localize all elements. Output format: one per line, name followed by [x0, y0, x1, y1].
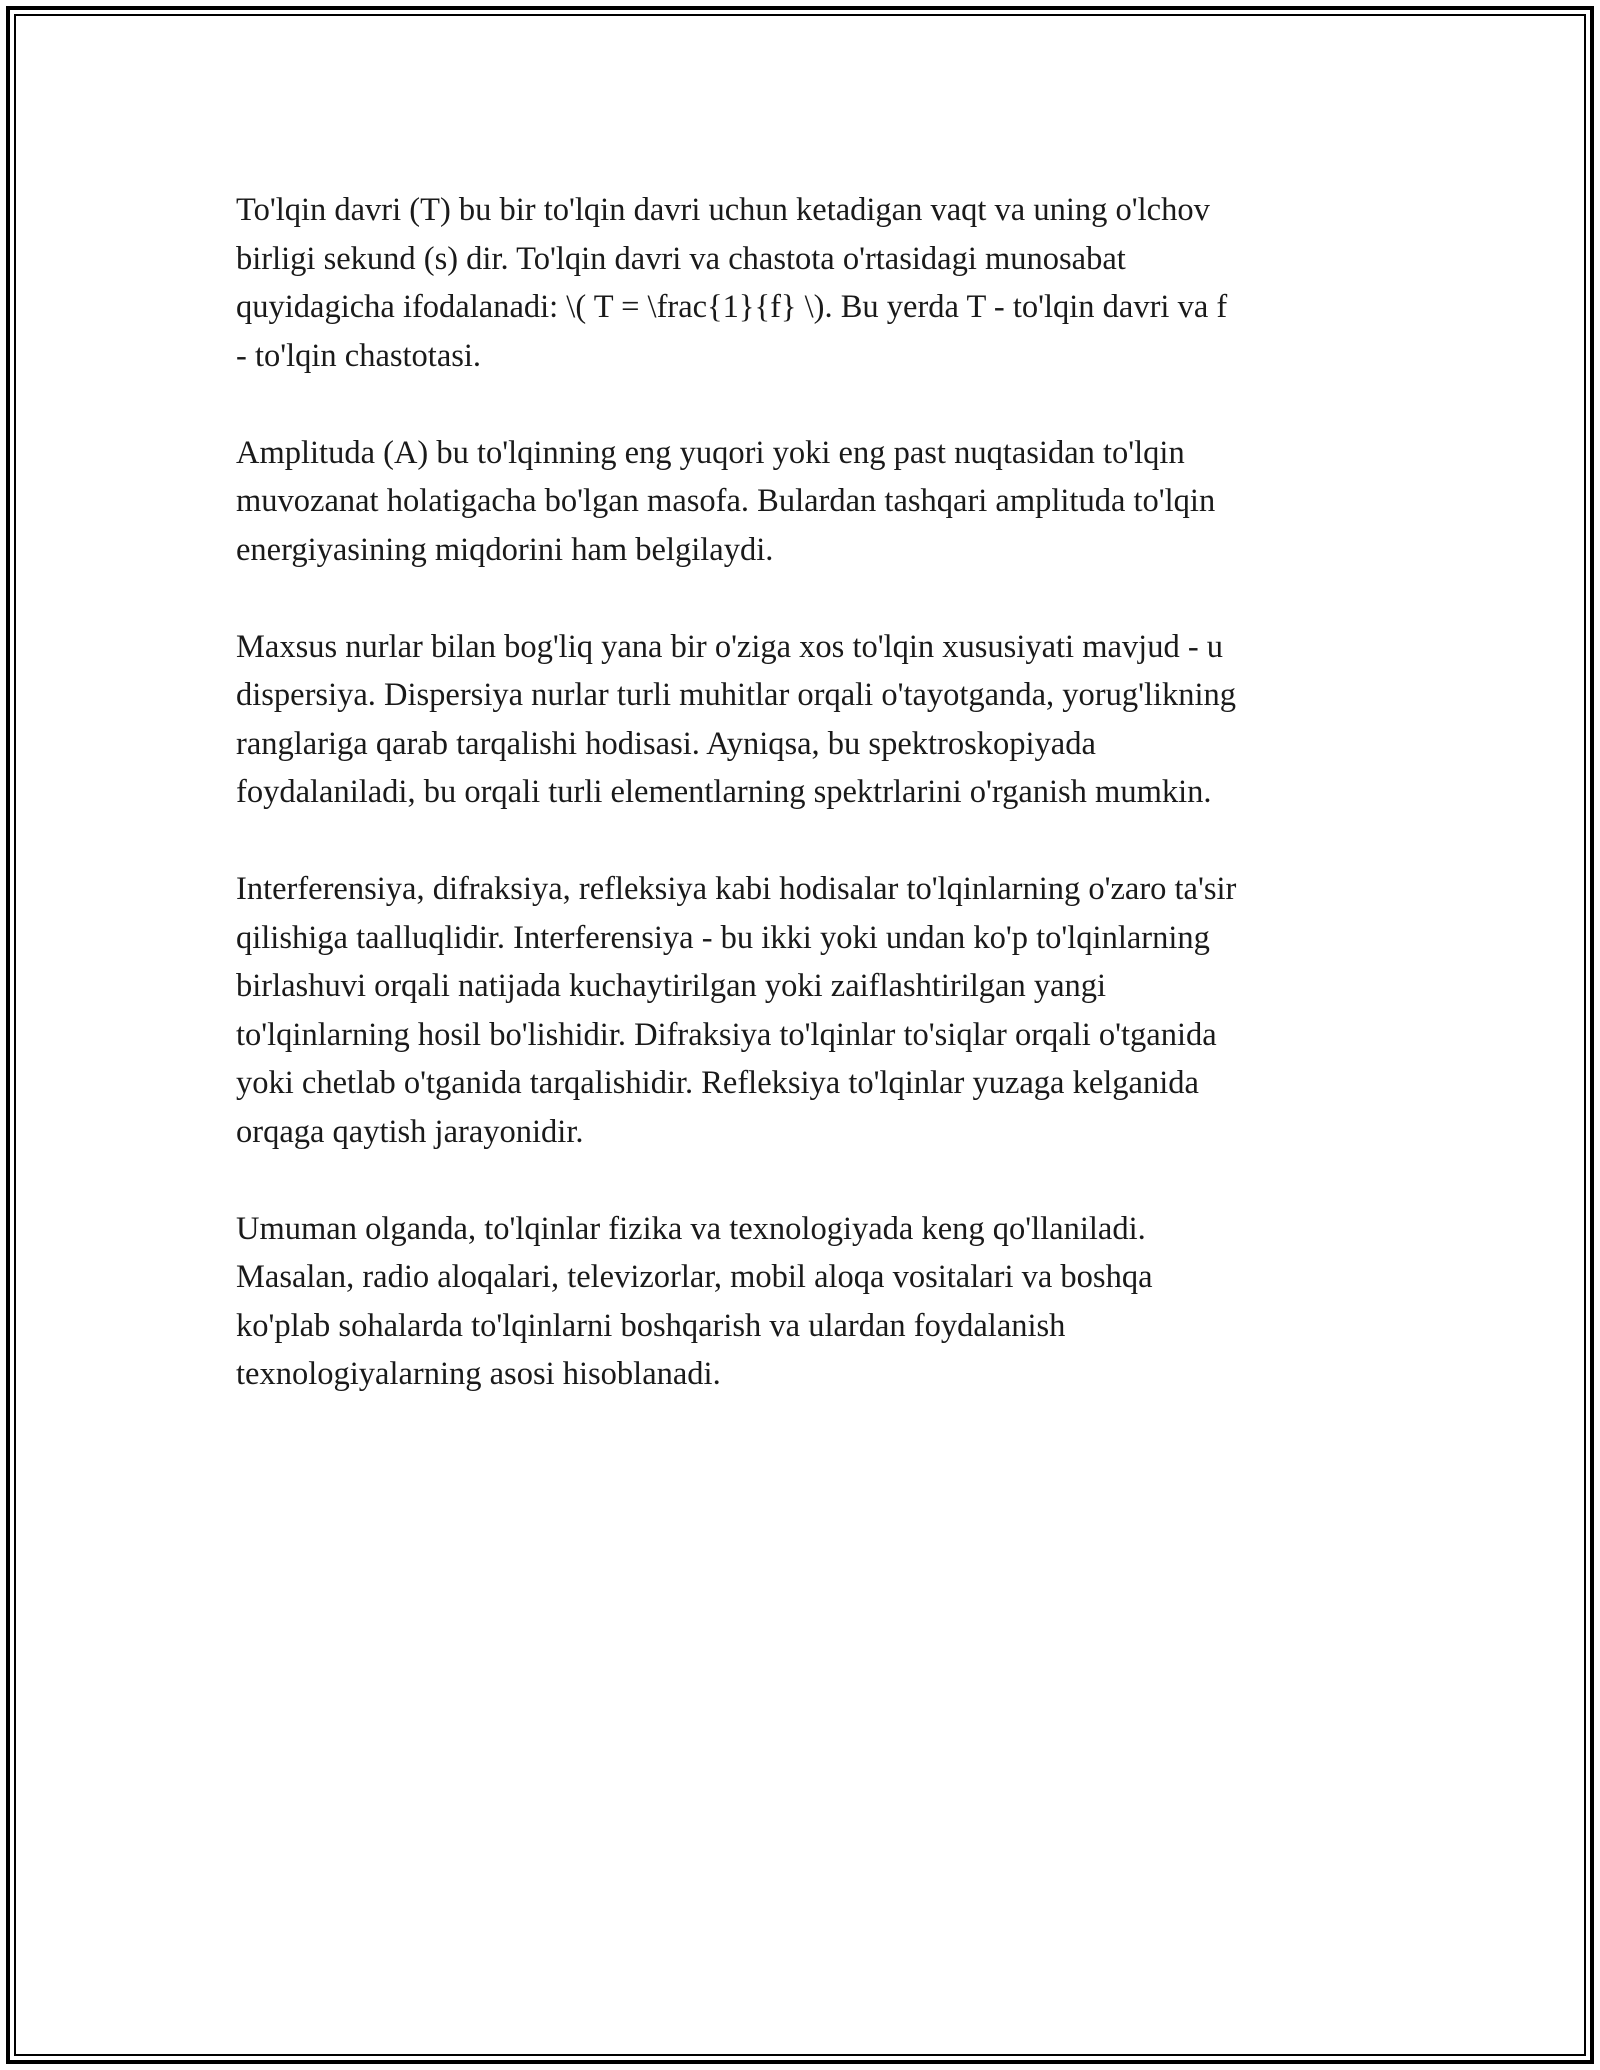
paragraph-interference: Interferensiya, difraksiya, refleksiya kabi hodisalar to'lqinlarning o'zaro ta'sir qilishiga taalluqlidir. Interferensiya - bu ikki yoki undan ko'p to'lqinlarning birlashuvi orqali natijada kuchaytirilgan yoki zaiflashtirilgan yangi to'lqinlarning hosil bo'lishidir. Difraksiya to'lqinlar to'siqlar orqali o'tganida yoki chetlab o'tganida tarqalishidir. Refleksiya to'lqinlar yuzaga kelganida orqaga qaytish jarayonidir.	[236, 871, 1237, 1150]
paragraph-dispersion: Maxsus nurlar bilan bog'liq yana bir o'ziga xos to'lqin xususiyati mavjud - u dispersiya. Dispersiya nurlar turli muhitlar orqali o'tayotganda, yorug'likning ranglariga qarab tarqalishi hodisasi. Ayniqsa, bu spektroskopiyada foydalaniladi, bu orqali turli elementlarning spektrlarini o'rganish mumkin.	[236, 628, 1237, 810]
paragraph-amplitude: Amplituda (A) bu to'lqinning eng yuqori yoki eng past nuqtasidan to'lqin muvozanat holatigacha bo'lgan masofa. Bulardan tashqari amplituda to'lqin energiyasining miqdorini ham belgilaydi.	[236, 434, 1216, 568]
paragraph-applications: Umuman olganda, to'lqinlar fizika va texnologiyada keng qo'llaniladi. Masalan, radio aloqalari, televizorlar, mobil aloqa vositalari va boshqa ko'plab sohalarda to'lqinlarni boshqarish va ulardan foydalanish texnologiyalarning asosi hisoblanadi.	[236, 1210, 1153, 1392]
document-body	[236, 186, 1376, 1447]
paragraph-wave-period: To'lqin davri (T) bu bir to'lqin davri uchun ketadigan vaqt va uning o'lchov birligi sekund (s) dir. To'lqin davri va chastota o'rtasidagi munosabat quyidagicha ifodalanadi: \( T = \frac{1}{f} \). Bu yerda T - to'lqin davri va f - to'lqin chastotasi.	[236, 192, 1228, 374]
